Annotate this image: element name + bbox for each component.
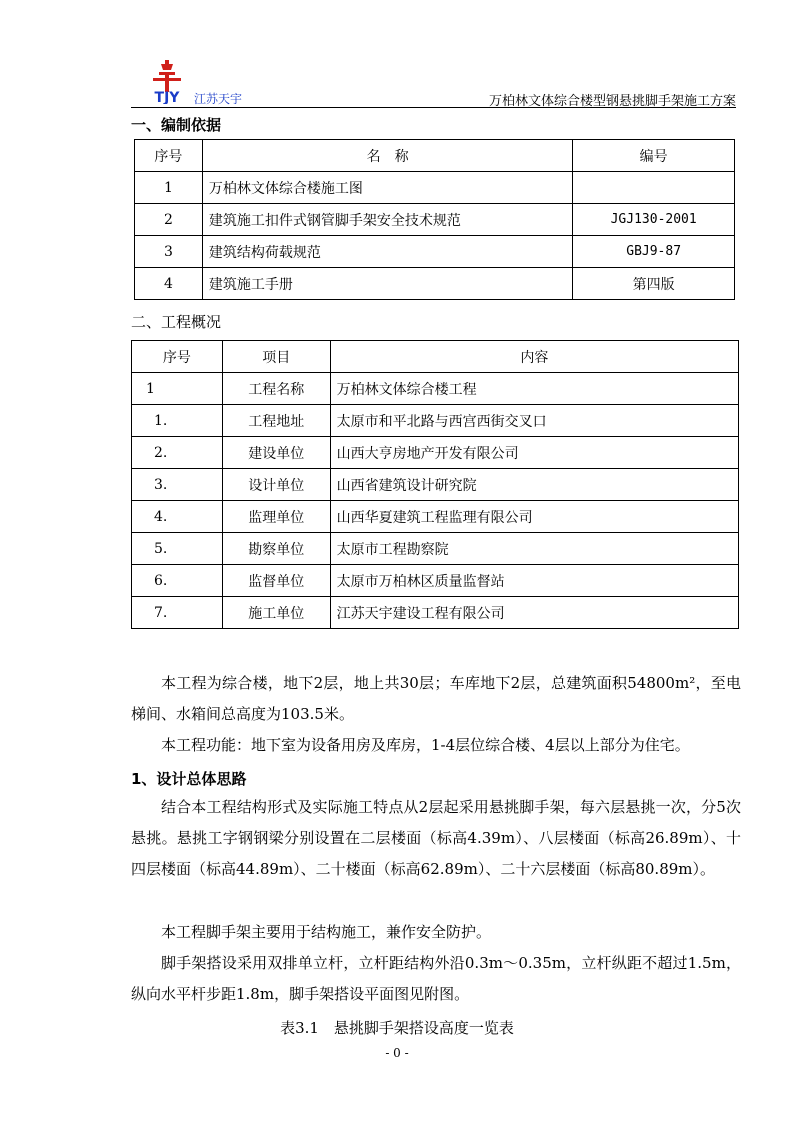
paragraph-design: 结合本工程结构形式及实际施工特点从2层起采用悬挑脚手架，每六层悬挑一次，分5次悬挑。悬挑工字钢钢梁分别设置在二层楼面（标高4.39m）、八层楼面（标高26.89m）、十四层楼面（标高44.89m）、二十楼面（标高62.89m）、二十六层楼面（标高80.89m）。 <box>131 798 741 878</box>
item-label: 监理单位 <box>222 501 330 533</box>
row-number: 3 <box>135 236 203 268</box>
section-heading-basis: 一、编制依据 <box>131 116 222 134</box>
page-number: - 0 - <box>385 1046 409 1060</box>
section-heading-design: 1、设计总体思路 <box>131 770 247 788</box>
row-number: 6. <box>132 565 223 597</box>
document-code: JGJ130-2001 <box>573 204 735 236</box>
document-title: 万柏林文体综合楼型钢悬挑脚手架施工方案 <box>488 94 736 109</box>
document-code: 第四版 <box>573 268 735 300</box>
item-content: 太原市万柏林区质量监督站 <box>330 565 738 597</box>
company-name: 江苏天宇 <box>194 92 243 106</box>
table-row <box>132 501 739 533</box>
item-label: 勘察单位 <box>222 533 330 565</box>
item-label: 监督单位 <box>222 565 330 597</box>
paragraph-overview: 本工程为综合楼，地下2层，地上共30层；车库地下2层，总建筑面积54800m²，至电梯间、水箱间总高度为103.5米。 <box>131 674 741 723</box>
item-content: 万柏林文体综合楼工程 <box>330 373 738 405</box>
row-number: 3. <box>132 469 223 501</box>
table-row <box>132 373 739 405</box>
column-header: 项目 <box>222 341 330 373</box>
table-row <box>132 533 739 565</box>
row-number: 1 <box>135 172 203 204</box>
document-code: GBJ9-87 <box>573 236 735 268</box>
section-heading-overview: 二、工程概况 <box>131 313 222 331</box>
table-row <box>135 236 735 268</box>
column-header: 编号 <box>573 140 735 172</box>
item-label: 工程地址 <box>222 405 330 437</box>
paragraph-scaffold-spec: 脚手架搭设采用双排单立杆，立杆距结构外沿0.3m～0.35m，立杆纵距不超过1.5m，纵向水平杆步距1.8m，脚手架搭设平面图见附图。 <box>131 954 741 1003</box>
item-content: 太原市和平北路与西宫西街交叉口 <box>330 405 738 437</box>
header-divider <box>131 107 736 108</box>
document-name: 万柏林文体综合楼施工图 <box>202 172 572 204</box>
row-number: 5. <box>132 533 223 565</box>
row-number: 4 <box>135 268 203 300</box>
item-content: 山西省建筑设计研究院 <box>330 469 738 501</box>
table-caption: 表3.1 悬挑脚手架搭设高度一览表 <box>280 1019 514 1037</box>
document-name: 建筑施工手册 <box>202 268 572 300</box>
document-name: 建筑结构荷载规范 <box>202 236 572 268</box>
document-name: 建筑施工扣件式钢管脚手架安全技术规范 <box>202 204 572 236</box>
row-number: 1 <box>132 373 223 405</box>
row-number: 2 <box>135 204 203 236</box>
table-row <box>132 565 739 597</box>
item-content: 山西大亨房地产开发有限公司 <box>330 437 738 469</box>
table-header-row <box>135 140 735 172</box>
table-row <box>132 597 739 629</box>
item-label: 工程名称 <box>222 373 330 405</box>
column-header: 名 称 <box>202 140 572 172</box>
column-header: 内容 <box>330 341 738 373</box>
table-row <box>135 172 735 204</box>
table-row <box>132 405 739 437</box>
column-header: 序号 <box>135 140 203 172</box>
overview-table <box>131 340 739 629</box>
row-number: 4. <box>132 501 223 533</box>
table-row <box>135 204 735 236</box>
page-header <box>131 52 736 108</box>
item-content: 江苏天宇建设工程有限公司 <box>330 597 738 629</box>
paragraph-function: 本工程功能：地下室为设备用房及库房，1-4层位综合楼、4层以上部分为住宅。 <box>161 736 690 754</box>
basis-table <box>134 139 735 300</box>
company-logo-icon <box>147 60 187 104</box>
paragraph-purpose: 本工程脚手架主要用于结构施工，兼作安全防护。 <box>161 923 492 941</box>
row-number: 2. <box>132 437 223 469</box>
row-number: 1. <box>132 405 223 437</box>
table-row <box>132 437 739 469</box>
item-label: 设计单位 <box>222 469 330 501</box>
item-content: 山西华夏建筑工程监理有限公司 <box>330 501 738 533</box>
row-number: 7. <box>132 597 223 629</box>
logo-lettering: TJY <box>154 90 180 104</box>
item-label: 建设单位 <box>222 437 330 469</box>
table-row <box>135 268 735 300</box>
table-row <box>132 469 739 501</box>
document-code <box>573 172 735 204</box>
item-content: 太原市工程勘察院 <box>330 533 738 565</box>
table-header-row <box>132 341 739 373</box>
column-header: 序号 <box>132 341 223 373</box>
item-label: 施工单位 <box>222 597 330 629</box>
